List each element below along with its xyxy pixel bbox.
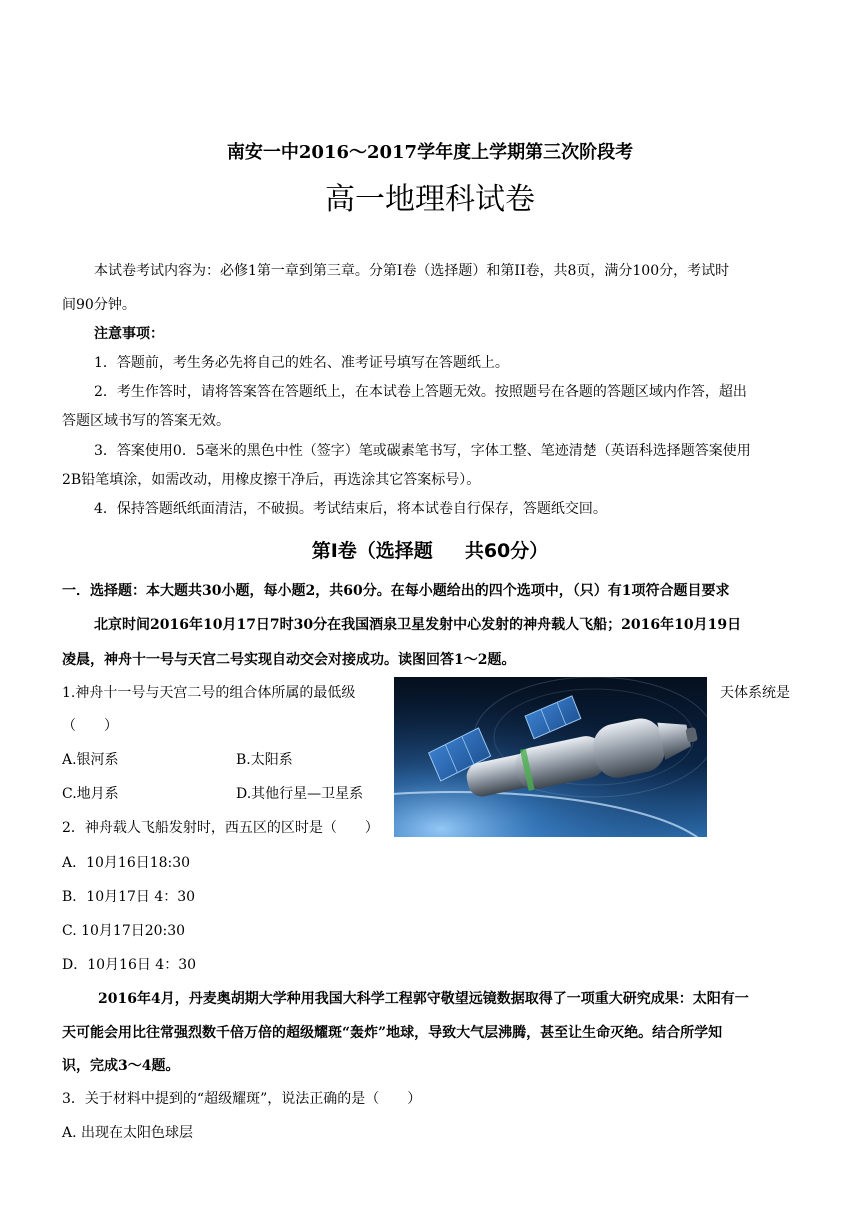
q1-option-d: D.其他行星—卫星系 bbox=[236, 786, 364, 802]
q2-option-d: D．10月16日 4：30 bbox=[62, 957, 197, 973]
note-item-1: 1．答题前，考生务必先将自己的姓名、准考证号填写在答题纸上。 bbox=[94, 355, 509, 371]
page-title: 高一地理科试卷 bbox=[325, 182, 535, 217]
q2-option-a: A．10月16日18:30 bbox=[62, 855, 191, 871]
q1-option-a: A.银河系 bbox=[62, 752, 119, 768]
section-instruction: 一．选择题：本大题共30小题，每小题2，共60分。在每小题给出的四个选项中，（只）有1项符合题目要求 bbox=[62, 583, 730, 599]
intro-line-2: 间90分钟。 bbox=[62, 297, 136, 313]
material-2-line-2: 天可能会用比往常强烈数千倍万倍的超级耀斑“轰炸”地球，导致大气层沸腾，甚至让生命灭绝。结合所学知 bbox=[62, 1025, 723, 1041]
intro-line-1: 本试卷考试内容为：必修1第一章到第三章。分第I卷（选择题）和第II卷，共8页，满分100分，考试时 bbox=[94, 263, 730, 279]
exam-header: 南安一中2016～2017学年度上学期第三次阶段考 bbox=[226, 142, 634, 163]
q1-answer-paren: （ ） bbox=[62, 718, 118, 734]
section-title bbox=[0, 538, 860, 564]
note-item-3-line-1: 3．答案使用0．5毫米的黑色中性（签字）笔或碳素笔书写，字体工整、笔迹清楚（英语科选择题答案使用 bbox=[94, 443, 751, 459]
q1-stem-left: 1.神舟十一号与天宫二号的组合体所属的最低级 bbox=[62, 685, 356, 701]
material-2-line-1: 2016年4月，丹麦奥胡期大学种用我国大科学工程郭守敬望远镜数据取得了一项重大研究成果：太阳有一 bbox=[98, 991, 749, 1007]
note-item-3-line-2: 2B铅笔填涂，如需改动，用橡皮擦干净后，再选涂其它答案标号）。 bbox=[62, 472, 481, 488]
q3-stem: 3．关于材料中提到的“超级耀斑”，说法正确的是（ ） bbox=[62, 1091, 422, 1107]
q1-option-b: B.太阳系 bbox=[236, 752, 293, 768]
note-item-2-line-1: 2．考生作答时，请将答案答在答题纸上，在本试卷上答题无效。按照题号在各题的答题区域内作答，超出 bbox=[94, 384, 747, 400]
q1-option-c: C.地月系 bbox=[62, 786, 119, 802]
notes-heading: 注意事项： bbox=[94, 326, 164, 342]
q3-option-a: A. 出现在太阳色球层 bbox=[62, 1125, 194, 1141]
q2-stem: 2．神舟载人飞船发射时，西五区的区时是（ ） bbox=[62, 820, 379, 836]
section-title-part-1: 第I卷（选择题 bbox=[311, 540, 433, 562]
spacecraft-image bbox=[394, 677, 707, 837]
section-title-part-2: 共60分） bbox=[464, 540, 549, 562]
q2-option-b: B．10月17日 4：30 bbox=[62, 889, 196, 905]
note-item-4: 4．保持答题纸纸面清洁，不破损。考试结束后，将本试卷自行保存，答题纸交回。 bbox=[94, 501, 607, 517]
q1-stem-right: 天体系统是 bbox=[720, 685, 790, 701]
material-1-line-2: 凌晨，神舟十一号与天宫二号实现自动交会对接成功。读图回答1～2题。 bbox=[62, 652, 516, 668]
material-1-line-1: 北京时间2016年10月17日7时30分在我国酒泉卫星发射中心发射的神舟载人飞船；2016年10月19日 bbox=[94, 617, 742, 633]
note-item-2-line-2: 答题区域书写的答案无效。 bbox=[62, 413, 230, 429]
material-2-line-3: 识，完成3～4题。 bbox=[62, 1058, 180, 1074]
q2-option-c: C. 10月17日20:30 bbox=[62, 923, 186, 939]
